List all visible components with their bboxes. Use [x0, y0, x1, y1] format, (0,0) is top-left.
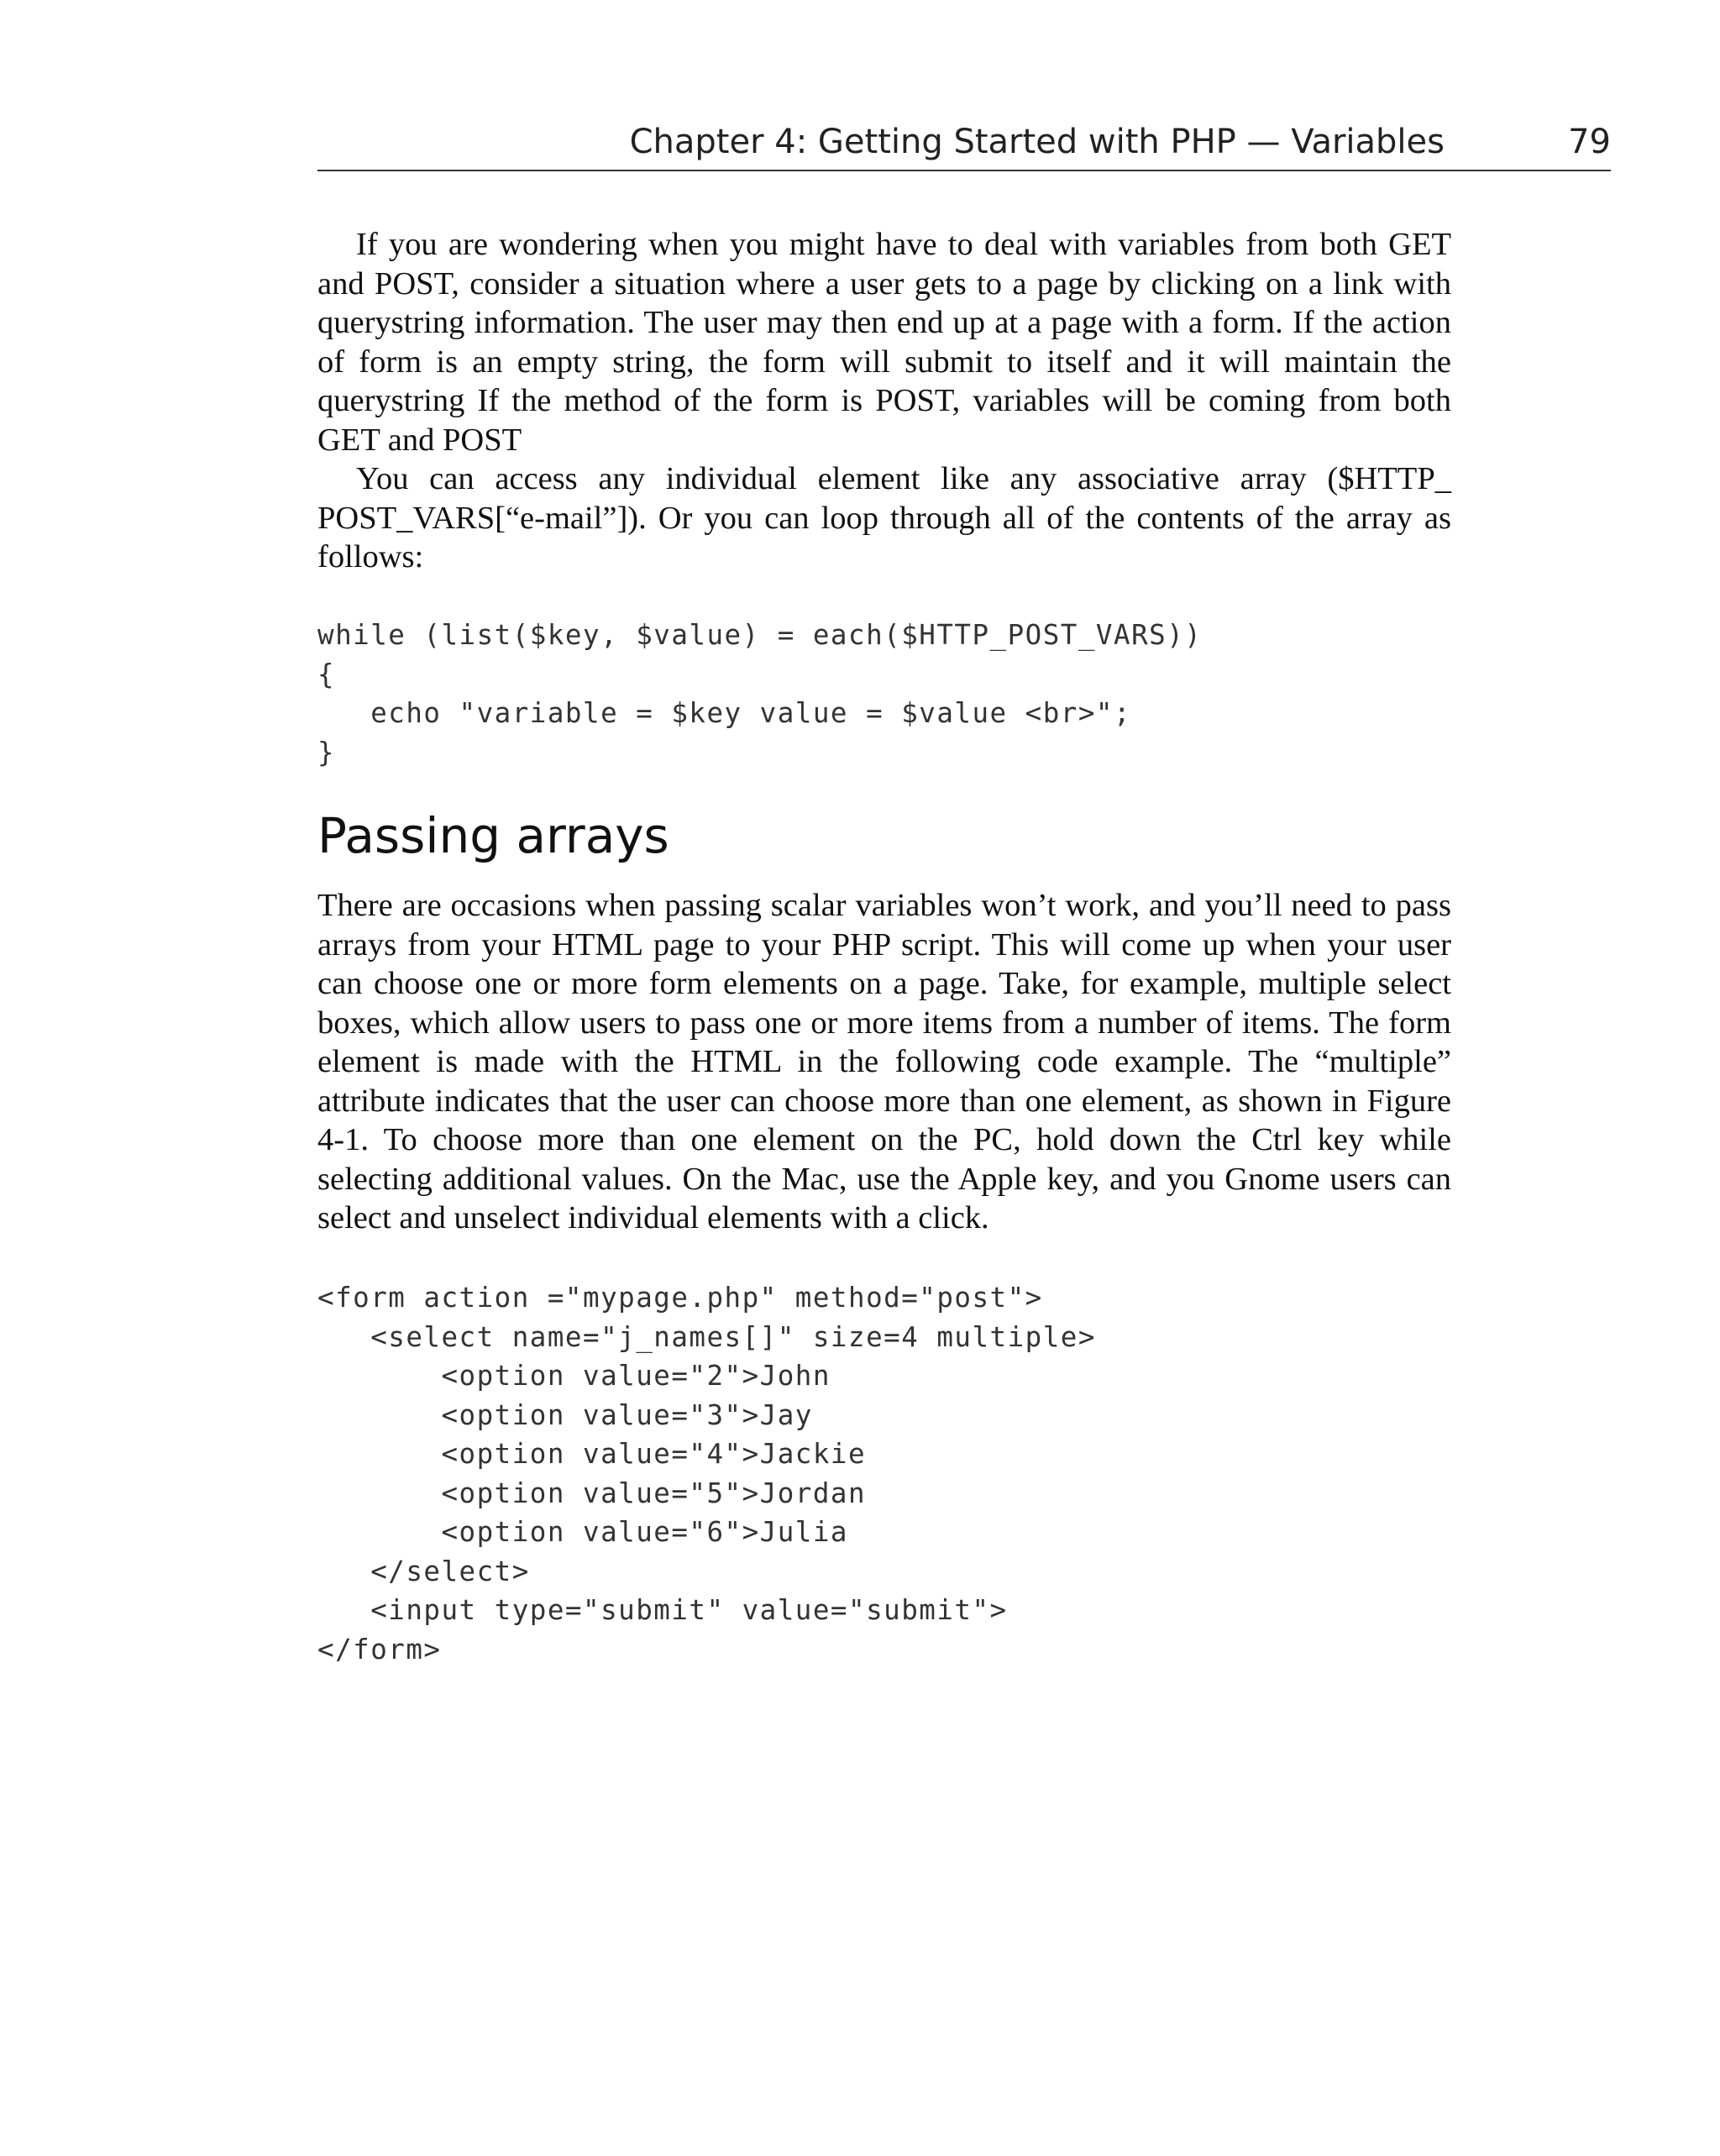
- code-line: </select>: [317, 1555, 530, 1587]
- code-block-loop: [317, 616, 1493, 772]
- code-line: {: [317, 658, 336, 690]
- intro-text: [317, 225, 1451, 577]
- code-line: while (list($key, $value) = each($HTTP_POST_VARS)): [317, 619, 1203, 651]
- paragraph-get-post: If you are wondering when you might have to deal with variables from both GET and POST, consider a situation where a user gets to a page by clicking on a link with querystring information. The user may then end up at a page with a form. If the action of form is an empty string, the form will submit to itself and it will maintain the querystring If the method of the form is POST, variables will be coming from both GET and POST: [317, 227, 1451, 458]
- code-line: <option value="6">Julia: [317, 1516, 848, 1548]
- code-line: <option value="3">Jay: [317, 1398, 813, 1431]
- section-text: [317, 886, 1451, 1238]
- page-number: 79: [1568, 123, 1611, 161]
- code-line: echo "variable = $key value = $value <br>";: [317, 697, 1132, 729]
- code-line: <input type="submit" value="submit">: [317, 1594, 1008, 1626]
- code-line: <form action ="mypage.php" method="post">: [317, 1282, 1043, 1314]
- paragraph-passing-arrays: There are occasions when passing scalar variables won’t work, and you’ll need to pass arrays from your HTML page to your PHP script. This will come up when your user can choose one or more form elements on a page. Take, for example, multiple select boxes, which allow users to pass one or more items from a number of items. The form element is made with the HTML in the following code example. The “multiple” attribute indicates that the user can choose more than one element, as shown in Figure 4-1. To choose more than one element on the PC, hold down the Ctrl key while selecting additional values. On the Mac, use the Apple key, and you Gnome users can select and unselect individual elements with a click.: [317, 888, 1451, 1235]
- paragraph-access-array: You can access any individual element like any associative array ($HTTP_ POST_VARS[“e-mail”]). Or you can loop through all of the contents of the array as follows:: [317, 461, 1451, 574]
- code-line: <option value="2">John: [317, 1360, 831, 1392]
- code-line: <option value="5">Jordan: [317, 1477, 867, 1509]
- code-line: }: [317, 736, 336, 769]
- code-line: </form>: [317, 1633, 442, 1666]
- chapter-title: Chapter 4: Getting Started with PHP — Variables: [629, 123, 1445, 161]
- code-line: <select name="j_names[]" size=4 multiple>: [317, 1320, 1096, 1353]
- running-head: [317, 118, 1611, 171]
- section-heading: Passing arrays: [317, 807, 669, 864]
- code-block-form: [317, 1278, 1493, 1669]
- code-line: <option value="4">Jackie: [317, 1438, 867, 1470]
